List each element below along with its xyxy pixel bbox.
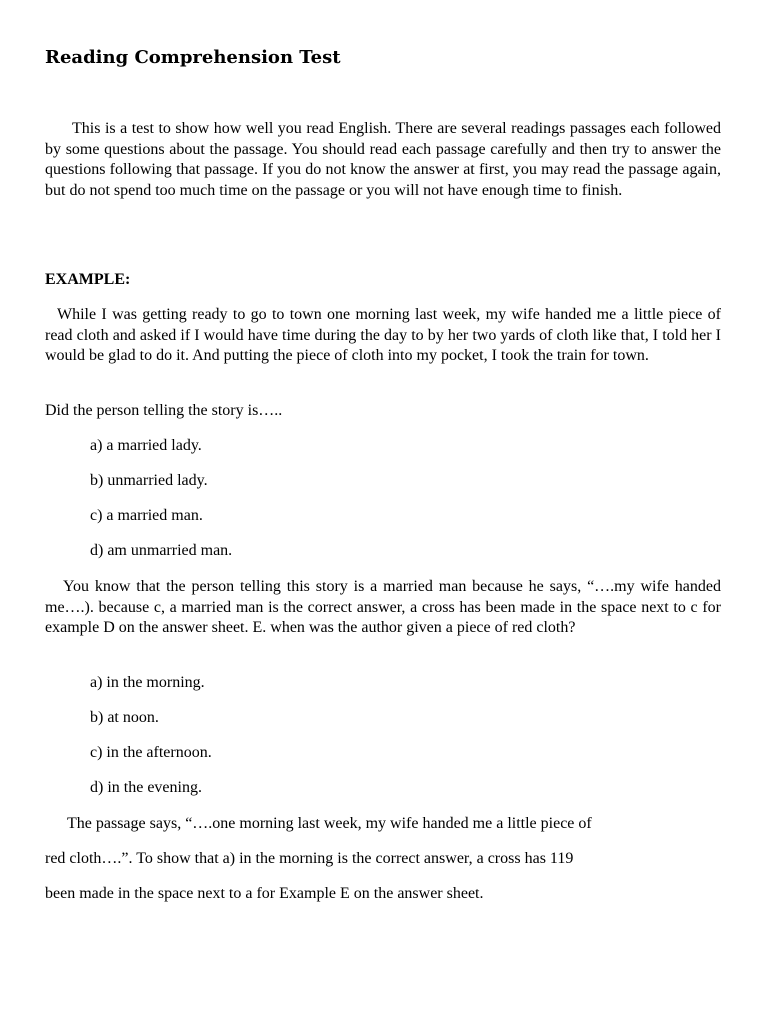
question-e-option-b: b) at noon. [90, 709, 159, 726]
question-d-prompt: Did the person telling the story is….. [45, 402, 283, 419]
question-e-option-a: a) in the morning. [90, 674, 205, 691]
intro-paragraph: This is a test to show how well you read English. There are several readings passages each followed by some questions about the passage. You should read each passage carefully and then try to answer the questions following that passage. If you do not know the answer at first, you may read the passage again, but do not spend too much time on the passage or you will not have enough time to finish. [45, 120, 721, 199]
explanation-d-and-question-e: You know that the person telling this story is a married man because he says, “….my wife handed me….). because c, a married man is the correct answer, a cross has been made in the space next to c for example D on the answer sheet. E. when was the author given a piece of red cloth? [45, 578, 721, 636]
explanation-e-line-1: The passage says, “….one morning last week, my wife handed me a little piece of [67, 815, 592, 832]
question-d-option-d: d) am unmarried man. [90, 542, 233, 559]
question-d-option-b: b) unmarried lady. [90, 472, 208, 489]
explanation-e-line-3: been made in the space next to a for Example E on the answer sheet. [45, 885, 484, 902]
question-d-option-a: a) a married lady. [90, 437, 202, 454]
question-e-option-c: c) in the afternoon. [90, 744, 212, 761]
question-d-option-c: c) a married man. [90, 507, 203, 524]
example-passage: While I was getting ready to go to town one morning last week, my wife handed me a little piece of read cloth and asked if I would have time during the day to by her two yards of cloth like that, I told her I would be glad to do it. And putting the piece of cloth into my pocket, I took the train for town. [45, 306, 721, 364]
explanation-e-line-2: red cloth….”. To show that a) in the morning is the correct answer, a cross has 119 [45, 850, 574, 867]
question-e-option-d: d) in the evening. [90, 779, 202, 796]
page-title: Reading Comprehension Test [45, 47, 341, 68]
example-heading: EXAMPLE: [45, 271, 131, 288]
